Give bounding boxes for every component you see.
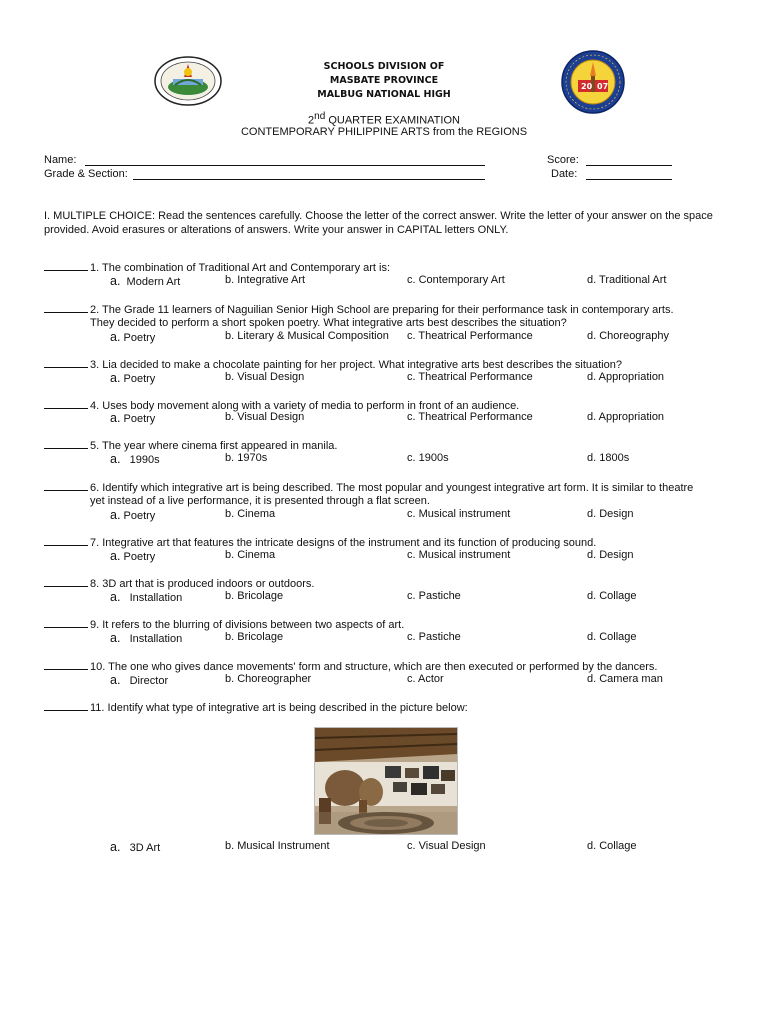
answer-blank-1[interactable]: [44, 260, 88, 271]
option-a[interactable]: [110, 590, 182, 604]
option-b[interactable]: [225, 631, 283, 643]
option-text: c. Visual Design: [407, 840, 486, 852]
option-b[interactable]: [225, 840, 330, 852]
option-d[interactable]: [587, 274, 667, 286]
option-d[interactable]: [587, 590, 637, 602]
option-text: 3D Art: [120, 842, 161, 854]
question-7: [44, 535, 734, 549]
option-b[interactable]: [225, 452, 267, 464]
option-text: Installation: [120, 592, 183, 604]
option-c[interactable]: [407, 631, 461, 643]
title-suffix: nd: [314, 111, 326, 122]
option-text: d. Collage: [587, 590, 637, 602]
question-text: Identify what type of integrative art is being described in the picture below:: [104, 702, 468, 714]
option-text: Poetry: [120, 373, 156, 385]
options-row-11: [110, 840, 730, 854]
option-text: d. Traditional Art: [587, 274, 667, 286]
question-number: 3.: [90, 359, 100, 371]
question-text: The combination of Traditional Art and Contemporary art is:: [99, 262, 391, 274]
option-text: c. Theatrical Performance: [407, 411, 533, 423]
option-letter: a.: [110, 590, 121, 604]
option-b[interactable]: [225, 371, 304, 383]
options-row-2: [110, 330, 730, 344]
question-number: 4.: [90, 400, 100, 412]
date-label: Date:: [551, 168, 578, 180]
option-text: Poetry: [120, 413, 156, 425]
option-c[interactable]: [407, 274, 505, 286]
options-row-6: [110, 508, 730, 522]
option-text: b. Bricolage: [225, 590, 284, 602]
option-a[interactable]: [110, 631, 182, 645]
option-a[interactable]: [110, 452, 160, 466]
option-a[interactable]: [110, 274, 180, 288]
option-letter: a.: [110, 840, 121, 854]
option-text: b. Cinema: [225, 549, 276, 561]
option-text: b. Integrative Art: [225, 274, 306, 286]
question-number: 11.: [90, 702, 105, 714]
option-text: 1990s: [120, 454, 160, 466]
question-number: 7.: [90, 537, 100, 549]
option-text: c. Pastiche: [407, 631, 461, 643]
option-c[interactable]: [407, 330, 533, 342]
option-text: b. Visual Design: [225, 371, 305, 383]
option-b[interactable]: [225, 590, 283, 602]
option-text: Director: [120, 675, 169, 687]
option-a[interactable]: [110, 508, 155, 522]
school-line-2: MASBATE PROVINCE: [329, 75, 439, 86]
option-text: b. Literary & Musical Composition: [225, 330, 389, 342]
question-text: The year where cinema first appeared in manila.: [99, 440, 338, 452]
option-text: d. Collage: [587, 840, 637, 852]
question-4: [44, 398, 734, 412]
question-number: 2.: [90, 304, 100, 316]
option-text: b. 1970s: [225, 452, 268, 464]
option-b[interactable]: [225, 330, 389, 342]
question-text: The one who gives dance movements' form and structure, which are then executed or performed by the dancers.: [105, 661, 658, 673]
option-text: d. Collage: [587, 631, 637, 643]
integrative-art-photo: [314, 727, 458, 835]
question-9: [44, 617, 734, 631]
option-letter: a.: [110, 673, 121, 687]
option-text: d. Design: [587, 508, 634, 520]
instructions: I. MULTIPLE CHOICE: Read the sentences carefully. Choose the letter of the correct answer. Write the letter of your answer on the space provided. Avoid erasures or alterations of answers. Write your answer in CAPITAL letters ONLY.: [44, 210, 713, 236]
option-text: Poetry: [120, 332, 156, 344]
grade-section-label: Grade & Section:: [44, 168, 128, 180]
option-text: c. 1900s: [407, 452, 449, 464]
option-b[interactable]: [225, 411, 304, 423]
option-c[interactable]: [407, 673, 444, 685]
option-letter: a.: [110, 330, 121, 344]
option-d[interactable]: [587, 411, 664, 423]
option-text: c. Actor: [407, 673, 444, 685]
option-text: b. Visual Design: [225, 411, 305, 423]
option-c[interactable]: [407, 371, 533, 383]
answer-blank-9[interactable]: [44, 617, 88, 628]
option-text: b. Bricolage: [225, 631, 284, 643]
question-text-continued: They decided to perform a short spoken poetry. What integrative arts best describes the situation?: [90, 317, 567, 329]
school-line-3: MALBUG NATIONAL HIGH: [317, 89, 451, 100]
question-11: [44, 700, 734, 714]
option-c[interactable]: [407, 508, 510, 520]
option-a[interactable]: [110, 371, 155, 385]
option-text: c. Theatrical Performance: [407, 330, 533, 342]
question-text: Integrative art that features the intricate designs of the instrument and its function of producing sound.: [99, 537, 597, 549]
option-letter: a.: [110, 274, 121, 288]
exam-subtitle: CONTEMPORARY PHILIPPINE ARTS from the REGIONS: [240, 126, 528, 138]
options-row-1: [110, 274, 730, 288]
option-b[interactable]: [225, 508, 275, 520]
answer-blank-4[interactable]: [44, 398, 88, 409]
answer-blank-10[interactable]: [44, 659, 88, 670]
option-text: c. Musical instrument: [407, 508, 511, 520]
option-c[interactable]: [407, 452, 449, 464]
option-letter: a.: [110, 508, 121, 522]
question-6: [44, 480, 734, 507]
name-field[interactable]: [85, 165, 485, 166]
option-a[interactable]: [110, 840, 160, 854]
question-number: 1.: [90, 262, 100, 274]
question-number: 8.: [90, 578, 100, 590]
title-rest: QUARTER EXAMINATION: [325, 114, 460, 127]
option-a[interactable]: [110, 549, 155, 563]
school-line-1: SCHOOLS DIVISION OF: [323, 61, 445, 72]
option-text: b. Choreographer: [225, 673, 312, 685]
option-letter: a.: [110, 371, 121, 385]
date-field[interactable]: [586, 179, 672, 180]
option-letter: a.: [110, 549, 121, 563]
question-8: [44, 576, 734, 590]
option-d[interactable]: [587, 371, 664, 383]
exam-title: [0, 111, 768, 127]
options-row-8: [110, 590, 730, 604]
option-c[interactable]: [407, 590, 461, 602]
option-d[interactable]: [587, 508, 633, 520]
options-row-4: [110, 411, 730, 425]
grade-section-field[interactable]: [133, 179, 485, 180]
question-10: [44, 659, 734, 673]
option-b[interactable]: [225, 274, 305, 286]
options-row-5: [110, 452, 730, 466]
option-letter: a.: [110, 631, 121, 645]
options-row-3: [110, 371, 730, 385]
option-text: d. Design: [587, 549, 634, 561]
question-text-continued: yet instead of a live performance, it is presented through a flat screen.: [90, 495, 430, 507]
option-text: d. Appropriation: [587, 371, 665, 383]
svg-text:20: 20: [581, 82, 593, 91]
question-3: [44, 357, 734, 371]
answer-blank-11[interactable]: [44, 700, 88, 711]
question-text: Identify which integrative art is being described. The most popular and youngest integrative art form. It is similar to theatre: [99, 482, 694, 494]
option-a[interactable]: [110, 673, 168, 687]
question-number: 6.: [90, 482, 100, 494]
options-row-10: [110, 673, 730, 687]
option-text: c. Pastiche: [407, 590, 461, 602]
option-text: b. Cinema: [225, 508, 276, 520]
option-letter: a.: [110, 452, 121, 466]
option-text: Poetry: [120, 510, 156, 522]
question-text: Uses body movement along with a variety of media to perform in front of an audience.: [99, 400, 520, 412]
art-installation-image: [315, 728, 457, 834]
option-text: c. Musical instrument: [407, 549, 511, 561]
option-c[interactable]: [407, 549, 510, 561]
answer-blank-2[interactable]: [44, 302, 88, 313]
option-text: Poetry: [120, 551, 156, 563]
school-header: [0, 60, 768, 102]
option-d[interactable]: [587, 840, 637, 852]
option-d[interactable]: [587, 549, 633, 561]
option-c[interactable]: [407, 840, 486, 852]
option-b[interactable]: [225, 673, 311, 685]
option-d[interactable]: [587, 452, 629, 464]
option-letter: a.: [110, 411, 121, 425]
score-label: Score:: [547, 154, 579, 166]
question-number: 10.: [90, 661, 106, 673]
answer-blank-3[interactable]: [44, 357, 88, 368]
options-row-9: [110, 631, 730, 645]
option-d[interactable]: [587, 673, 663, 685]
option-c[interactable]: [407, 411, 533, 423]
option-text: b. Musical Instrument: [225, 840, 330, 852]
option-text: c. Contemporary Art: [407, 274, 505, 286]
question-text: The Grade 11 learners of Naguilian Senior High School are preparing for their performance task in contemporary arts.: [99, 304, 674, 316]
option-text: c. Theatrical Performance: [407, 371, 533, 383]
score-field[interactable]: [586, 165, 672, 166]
question-number: 5.: [90, 440, 100, 452]
question-2: [44, 302, 734, 329]
question-number: 9.: [90, 619, 100, 631]
answer-blank-8[interactable]: [44, 576, 88, 587]
option-text: Modern Art: [120, 276, 181, 288]
answer-blank-6[interactable]: [44, 480, 88, 491]
option-text: d. Camera man: [587, 673, 663, 685]
option-text: d. Choreography: [587, 330, 669, 342]
option-text: Installation: [120, 633, 183, 645]
options-row-7: [110, 549, 730, 563]
question-text: 3D art that is produced indoors or outdoors.: [99, 578, 315, 590]
answer-blank-5[interactable]: [44, 438, 88, 449]
title-ordinal: 2: [308, 114, 315, 127]
option-b[interactable]: [225, 549, 275, 561]
question-5: [44, 438, 734, 452]
answer-blank-7[interactable]: [44, 535, 88, 546]
option-d[interactable]: [587, 330, 669, 342]
question-text: Lia decided to make a chocolate painting for her project. What integrative arts best describes the situation?: [99, 359, 622, 371]
question-1: [44, 260, 734, 274]
option-a[interactable]: [110, 411, 155, 425]
option-text: d. Appropriation: [587, 411, 665, 423]
name-label: Name:: [44, 154, 77, 166]
svg-text:07: 07: [597, 82, 609, 91]
question-text: It refers to the blurring of divisions between two aspects of art.: [99, 619, 405, 631]
option-a[interactable]: [110, 330, 155, 344]
option-text: d. 1800s: [587, 452, 630, 464]
option-d[interactable]: [587, 631, 637, 643]
